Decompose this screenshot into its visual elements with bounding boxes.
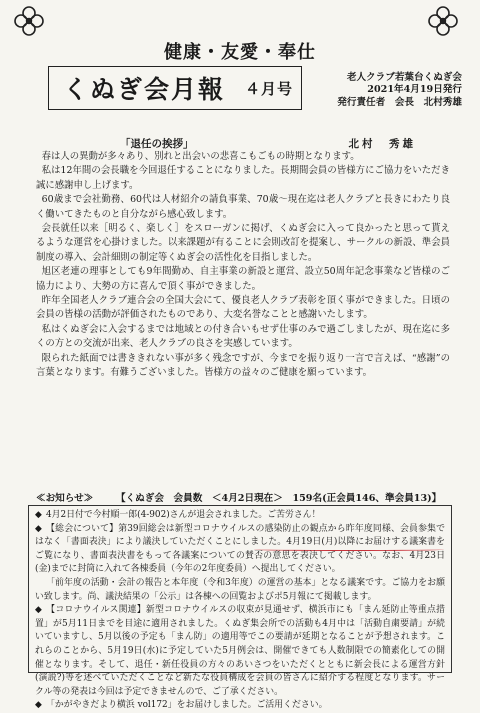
diamond-bullet-icon: ◆	[35, 605, 42, 616]
article-paragraph: 昨年全国老人クラブ連合会の全国大会にて、優良老人クラブ表彰を頂く事ができました。日頃の会員の皆様の活動が評価されたものであり、大変名誉なことと感謝いたします。	[36, 295, 450, 321]
article-paragraph: 春は人の異動が多々あり、別れと出会いの悲喜こもごもの時期となります。	[41, 151, 360, 162]
notice-item: 「前年度の活動・会計の報告と本年度（令和3年度）の運営の基本」となる議案です。ご協力をお願い致します。尚、議決結果の「公示」は各棟への回覧およびポ5月報にて掲載します。	[35, 577, 445, 602]
diamond-bullet-icon: ◆	[35, 700, 42, 711]
article-paragraph: 60歳まで会社勤務、60代は人材紹介の請負事業、70歳～現在迄は老人クラブと長きにわたり良く働いてきたものと自分ながら感心致します。	[36, 194, 450, 220]
article-paragraph: 限られた紙面では書ききれない事が多く残念ですが、今までを振り返り一言で言えば、“感謝”の言葉となります。有難うございました。皆様方の益々のご健康を願っています。	[36, 352, 450, 379]
member-count: 【くぬぎ会 会員数 ＜4月2日現在＞ 159名(正会員146、準会員13)】	[116, 493, 442, 504]
article-paragraph: 私は12年間の会長職を今回退任することになりました。長期間会員の皆様方にご協力をいただき誠に感謝申し上げます。	[36, 165, 450, 191]
diamond-bullet-icon: ◆	[35, 523, 42, 534]
greeting-title: 「退任の挨拶」	[120, 138, 194, 150]
notice-item: ◆ 【総会について】第39回総会は新型コロナウイルスの感染防止の観点から昨年度同様、会員参集ではなく「書面表決」により議決していただくことにしました。4月19日(月)以降にお届けする議案書をご覧になり、書面表決書をもって各議案についての賛否の意思を表決してください。なお、4月23日(金)までに封筒に入れて各棟委員（今年の2年度委員）へ提出してください。	[35, 523, 445, 575]
notice-item: ◆ 4月2日付で今村順一郎(4-902)さんが退会されました。ご苦労さん！	[35, 509, 445, 523]
greeting-article	[36, 150, 450, 381]
notice-box	[28, 505, 452, 711]
publish-date: 2021年4月19日発行	[367, 84, 462, 96]
publisher-responsible: 発行責任者 会長 北村秀雄	[337, 96, 462, 108]
newsletter-title: くぬぎ会月報	[63, 75, 226, 104]
diamond-bullet-icon: ◆	[35, 510, 42, 520]
notice-item: ◆ 「かがやきだより横浜 vol172」をお届けしました。ご活用ください。	[35, 699, 445, 713]
article-paragraph: 会長就任以来［明るく、楽しく］をスローガンに掲げ、くぬぎ会に入って良かったと思って貰えるような運営を心掛けました。以来課題が有ることに会則改訂を提案し、サークルの新設、準会員制度の導入、会計細則の制定等くぬぎ会の活性化を目指しました。	[36, 223, 450, 263]
publisher-club: 老人クラブ若葉台くぬぎ会	[346, 72, 462, 83]
motto: 健康・友愛・奉仕	[164, 42, 316, 63]
notice-heading: ≪お知らせ≫	[36, 493, 94, 504]
cherry-blossom-icon	[426, 4, 460, 38]
article-paragraph: 私はくぬぎ会に入会するまでは地域との付き合いもせず仕事のみで過ごしましたが、現在迄に多くの方との交流が出来、老人クラブの良さを実感しています。	[36, 323, 450, 350]
greeting-author: 北村 秀雄	[348, 138, 416, 150]
publisher-info	[337, 72, 462, 109]
notice-item: ◆ 【コロナウイルス関連】新型コロナウイルスの収束が見通せず、横浜市にも「まん延防止等重点措置」が5月11日までを目途に適用されました。くぬぎ集会所での活動も4月中は「活動自粛要請」が続いていますし、5月以後の予定も「まん防」の適用等でこの要請が延期となることが予想されます。これらのことから、5月19日(水)に予定していた5月例会は、開催できても人数制限での簡素化しての開催となります。そして、退任・新任役員の方々のあいさつをいただくとともに新会長による運営方針(演説?)等を述べていただくことなど新たな役員構成を会員の皆さんに紹介する程度となります。サークル等の発表は今回は予定できませんので、ご了承ください。	[35, 605, 445, 697]
article-paragraph: 旭区老連の理事としても9年間勤め、自主事業の新設と運営、設立50周年記念事業など皆様のご協力により、大勢の方に喜んで頂く事ができました。	[36, 266, 450, 292]
newsletter-title-box	[48, 66, 302, 110]
cherry-blossom-icon	[12, 4, 46, 38]
issue-label: ４月号	[245, 79, 294, 98]
notice-header	[36, 490, 450, 504]
